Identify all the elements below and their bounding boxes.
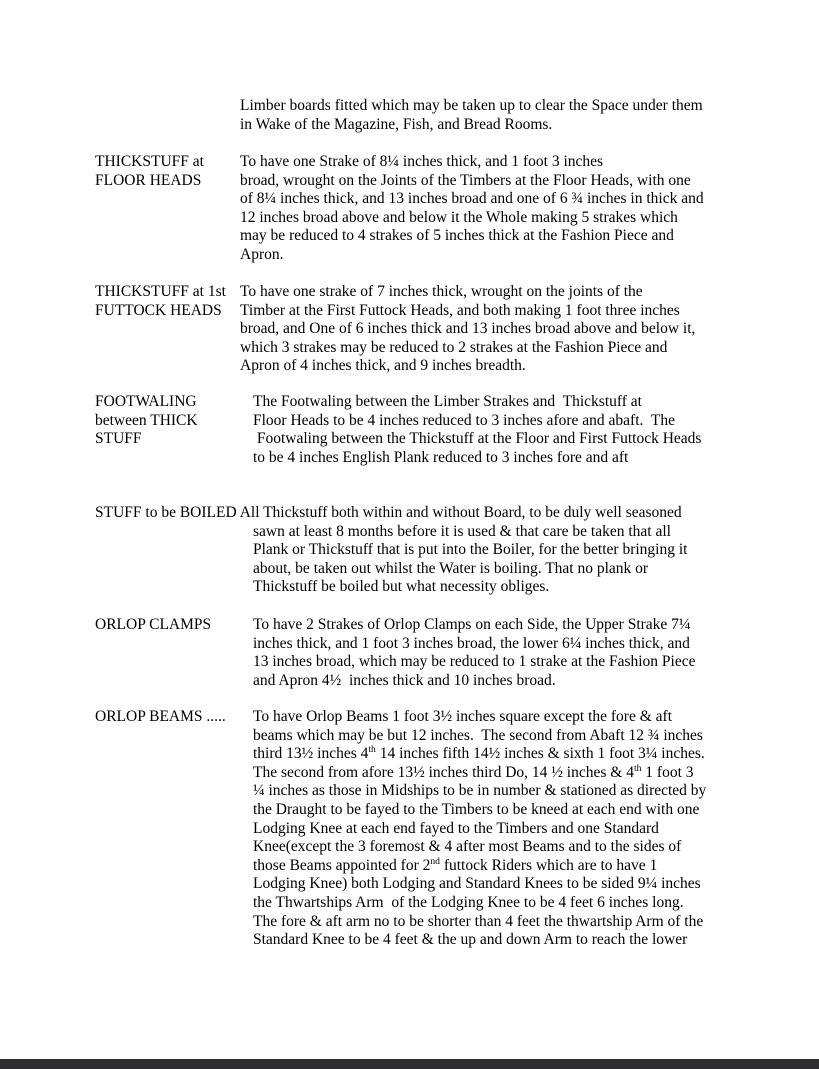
section-body — [253, 616, 793, 690]
text-line: inches thick, and 1 foot 3 inches broad, the lower 6¼ inches thick, and — [253, 634, 690, 652]
section-label — [95, 153, 245, 190]
text-line: and Apron 4½ inches thick and 10 inches broad. — [253, 671, 556, 689]
text-line: STUFF to be BOILED All Thickstuff both within and without Board, to be duly well seasoned — [95, 504, 682, 521]
text-line: between THICK — [95, 411, 198, 429]
text-line: The Footwaling between the Limber Strakes and Thickstuff at — [253, 393, 642, 410]
text-line: the Thwartships Arm of the Lodging Knee to be 4 feet 6 inches long. — [253, 893, 684, 911]
section-body — [240, 283, 780, 376]
section-label — [95, 616, 245, 635]
text-line: may be reduced to 4 strakes of 5 inches thick at the Fashion Piece and — [240, 227, 674, 245]
text-line: sawn at least 8 months before it is used & that care be taken that all — [253, 522, 671, 540]
text-line: the Draught to be fayed to the Timbers to be kneed at each end with one — [253, 800, 700, 818]
section-label — [95, 708, 245, 727]
text-line: 12 inches broad above and below it the Whole making 5 strakes which — [240, 208, 678, 226]
text-line: Floor Heads to be 4 inches reduced to 3 inches afore and abaft. The — [253, 411, 675, 429]
text-line: Apron. — [240, 245, 284, 263]
text-line: those Beams appointed for 2nd futtock Riders which are to have 1 — [253, 855, 658, 874]
text-line: ¼ inches as those in Midships to be in number & stationed as directed by — [253, 782, 707, 800]
text-line: Knee(except the 3 foremost & 4 after most Beams and to the sides of — [253, 838, 682, 856]
text-line: Limber boards fitted which may be taken up to clear the Space under them — [240, 97, 703, 114]
text-line: FLOOR HEADS — [95, 171, 202, 189]
section-label — [95, 283, 245, 320]
text-line: FUTTOCK HEADS — [95, 301, 222, 319]
section-label — [95, 393, 245, 449]
text-line: Plank or Thickstuff that is put into the Boiler, for the better bringing it — [253, 541, 688, 559]
text-line: Lodging Knee at each end fayed to the Timbers and one Standard — [253, 819, 659, 837]
text-line: of 8¼ inches thick, and 13 inches broad and one of 6 ¾ inches in thick and — [240, 190, 704, 208]
text-line: THICKSTUFF at — [95, 153, 204, 170]
text-line: Apron of 4 inches thick, and 9 inches breadth. — [240, 357, 526, 375]
text-line: ORLOP CLAMPS — [95, 616, 212, 633]
document-body — [95, 0, 819, 1069]
text-line: in Wake of the Magazine, Fish, and Bread Rooms. — [240, 115, 553, 133]
text-line: FOOTWALING — [95, 393, 197, 410]
section-label: STUFF to be BOILED — [95, 504, 240, 521]
text-line: Timber at the First Futtock Heads, and both making 1 foot three inches — [240, 301, 680, 319]
text-line: to be 4 inches English Plank reduced to 3 inches fore and aft — [253, 448, 629, 466]
text-line: which 3 strakes may be reduced to 2 strakes at the Fashion Piece and — [240, 338, 668, 356]
text-line: THICKSTUFF at 1st — [95, 283, 226, 300]
text-line: To have one strake of 7 inches thick, wrought on the joints of the — [240, 283, 643, 300]
section-body — [253, 708, 793, 950]
text-line: broad, and One of 6 inches thick and 13 inches broad above and below it, — [240, 320, 696, 338]
text-line: ORLOP BEAMS ..... — [95, 708, 226, 725]
text-line: STUFF — [95, 430, 142, 448]
text-line: Footwaling between the Thickstuff at the Floor and First Futtock Heads — [253, 430, 702, 448]
text-line: The fore & aft arm no to be shorter than 4 feet the thwartship Arm of the — [253, 912, 704, 930]
text-line: To have Orlop Beams 1 foot 3½ inches square except the fore & aft — [253, 708, 672, 725]
text-line: broad, wrought on the Joints of the Timbers at the Floor Heads, with one — [240, 171, 691, 189]
section-body — [240, 97, 780, 134]
text-line: 13 inches broad, which may be reduced to 1 strake at the Fashion Piece — [253, 653, 696, 671]
section-body — [240, 153, 780, 265]
text-line: To have one Strake of 8¼ inches thick, and 1 foot 3 inches — [240, 153, 604, 170]
text-line: Thickstuff be boiled but what necessity obliges. — [253, 578, 550, 596]
text-line: beams which may be but 12 inches. The second from Abaft 12 ¾ inches — [253, 726, 703, 744]
text-line: about, be taken out whilst the Water is boiling. That no plank or — [253, 559, 649, 577]
section-body — [253, 523, 793, 597]
text-line: To have 2 Strakes of Orlop Clamps on each Side, the Upper Strake 7¼ — [253, 616, 691, 633]
page-bottom-edge — [0, 1059, 819, 1069]
text-line: Lodging Knee) both Lodging and Standard Knees to be sided 9¼ inches — [253, 875, 701, 893]
text-line: third 13½ inches 4th 14 inches fifth 14½ inches & sixth 1 foot 3¼ inches. — [253, 744, 705, 763]
text-line: The second from afore 13½ inches third Do, 14 ½ inches & 4th 1 foot 3 — [253, 762, 694, 781]
text-line: Standard Knee to be 4 feet & the up and down Arm to reach the lower — [253, 931, 688, 949]
section-body — [253, 393, 793, 467]
